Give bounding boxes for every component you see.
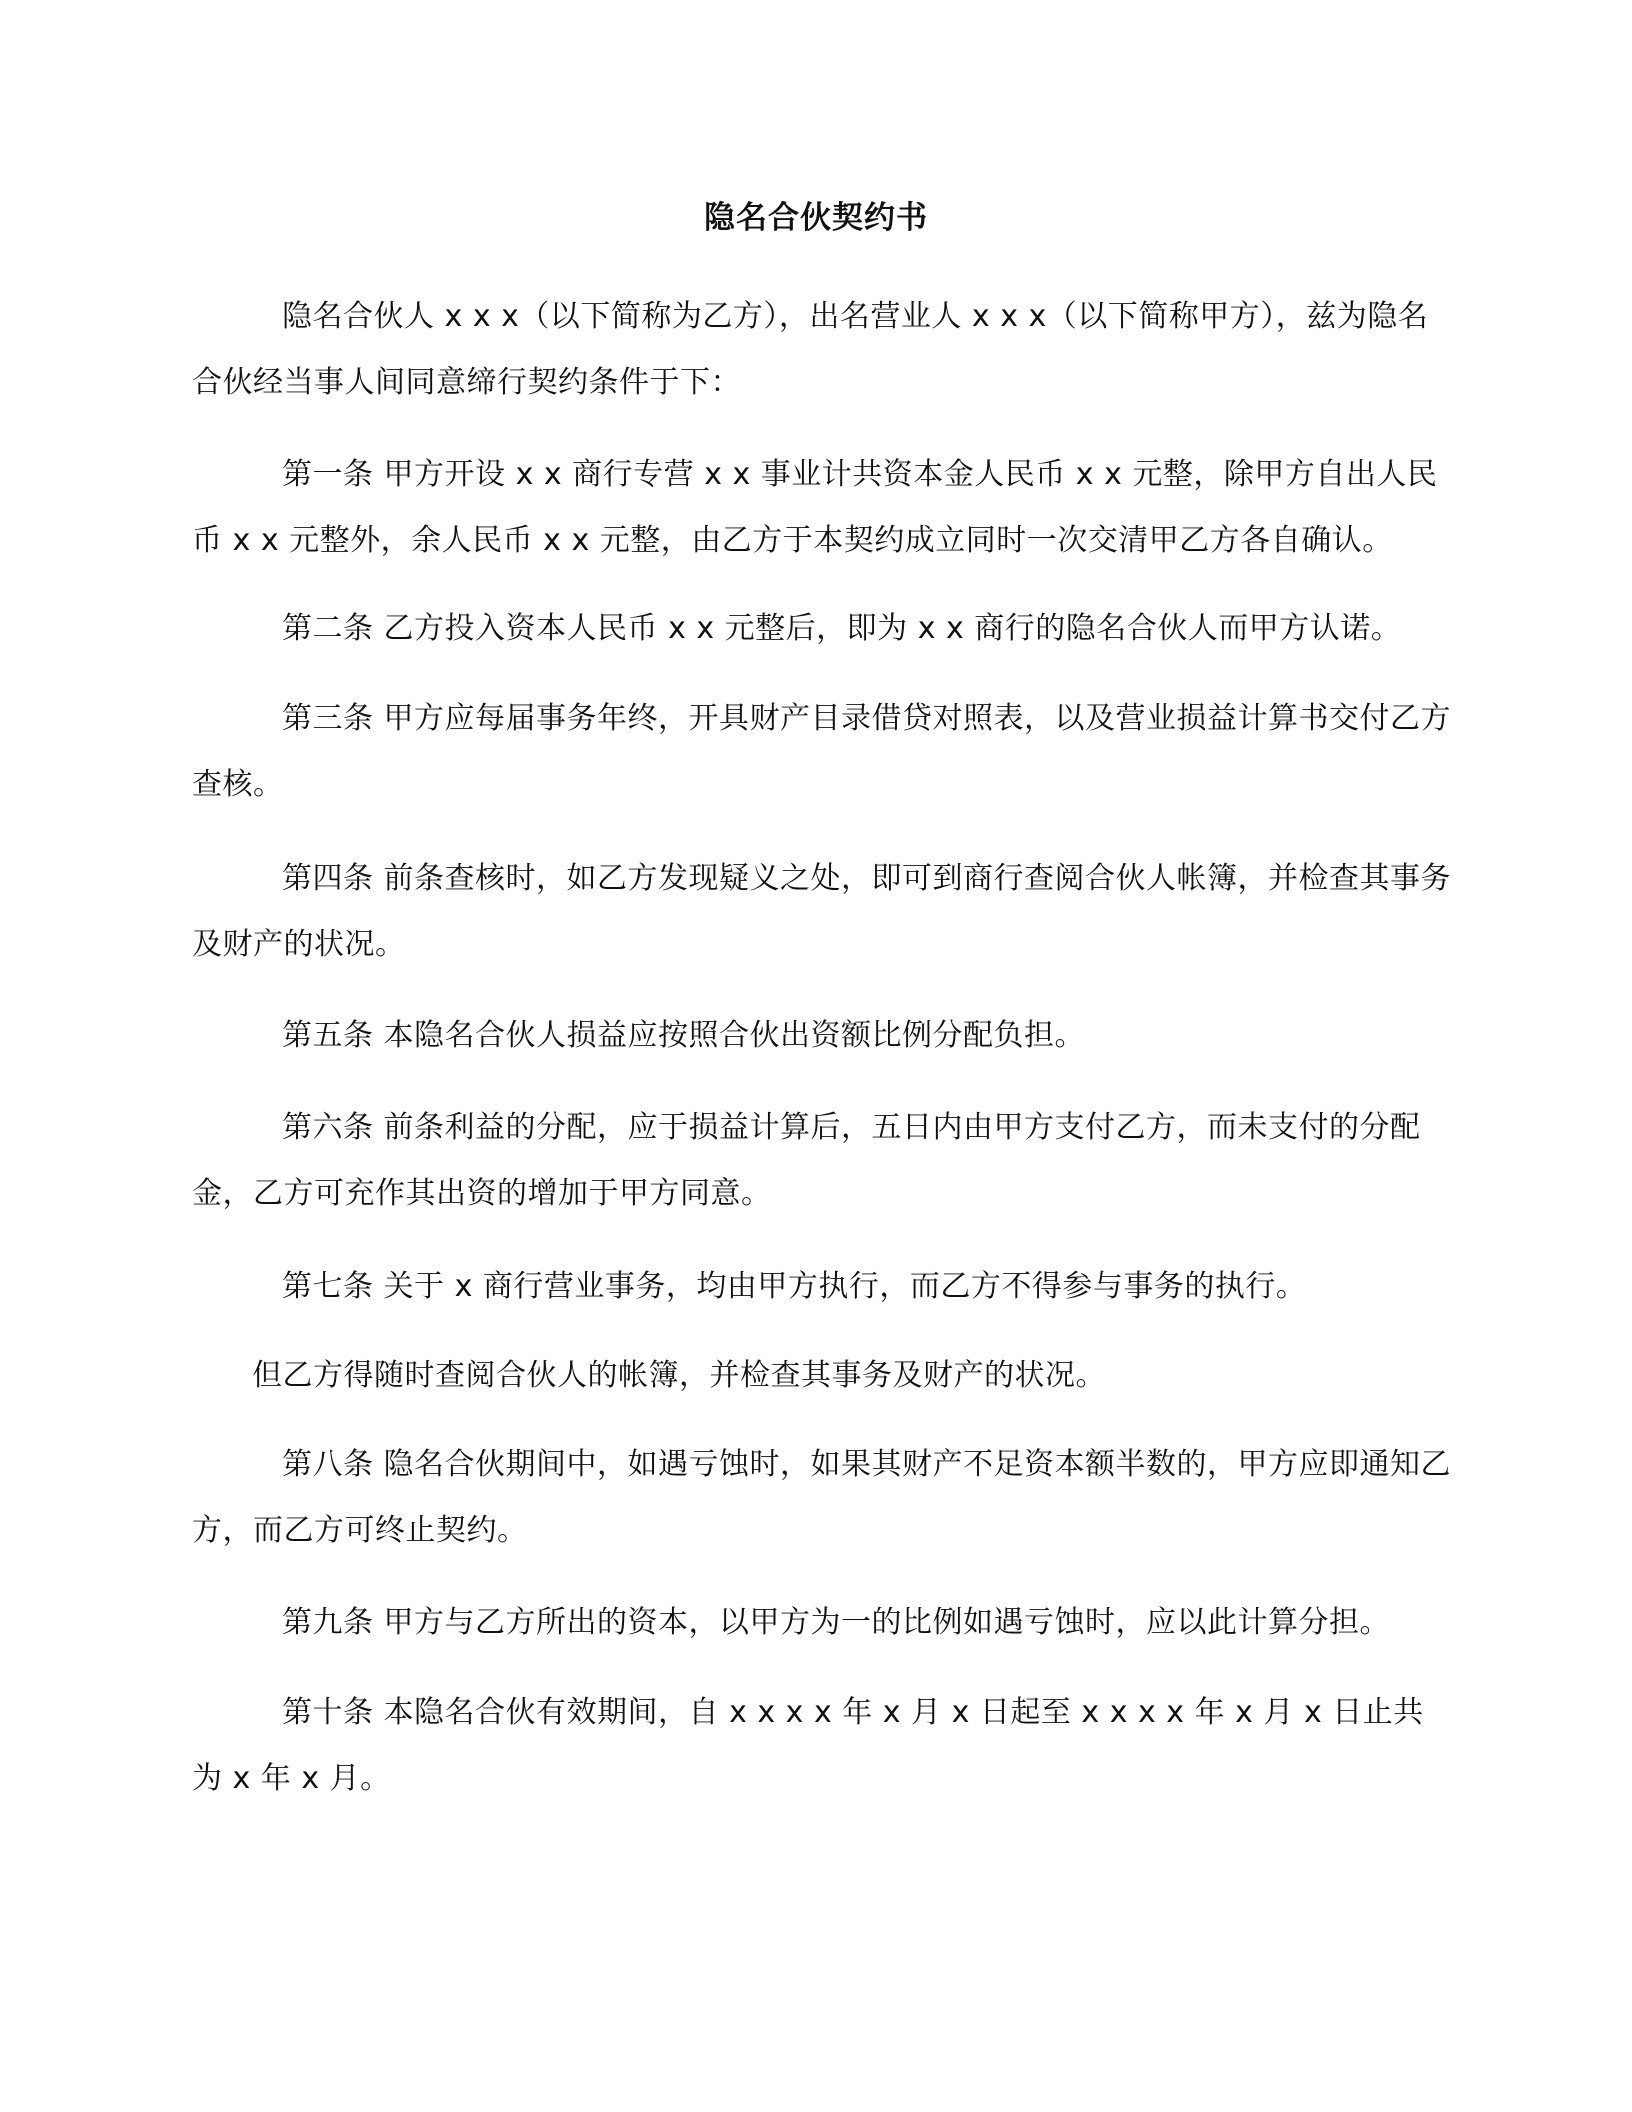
paragraph-article-2: 第二条 乙方投入资本人民币 x x 元整后，即为 x x 商行的隐名合伙人而甲方认诺。 xyxy=(282,611,1402,646)
paragraph-article-7-continued: 但乙方得随时查阅合伙人的帐簿，并检查其事务及财产的状况。 xyxy=(252,1358,1106,1393)
paragraph-preamble: 隐名合伙人 x x x（以下简称为乙方），出名营业人 x x x（以下简称甲方），兹为隐名合伙经当事人间同意缔行契约条件于下： xyxy=(192,299,1429,400)
paragraph-article-8: 第八条 隐名合伙期间中，如遇亏蚀时，如果其财产不足资本额半数的，甲方应即通知乙方，而乙方可终止契约。 xyxy=(192,1447,1452,1548)
paragraph-article-7: 第七条 关于 x 商行营业事务，均由甲方执行，而乙方不得参与事务的执行。 xyxy=(282,1269,1307,1304)
paragraph-article-10: 第十条 本隐名合伙有效期间，自 x x x x 年 x 月 x 日起至 x x x x 年 x 月 x 日止共为 x 年 x 月。 xyxy=(192,1695,1424,1796)
paragraph-article-4: 第四条 前条查核时，如乙方发现疑义之处，即可到商行查阅合伙人帐簿，并检查其事务及财产的状况。 xyxy=(192,861,1452,962)
paragraph-article-1: 第一条 甲方开设 x x 商行专营 x x 事业计共资本金人民币 x x 元整，除甲方自出人民币 x x 元整外，余人民币 x x 元整，由乙方于本契约成立同时一次交清甲乙方各自确认。 xyxy=(192,457,1438,558)
paragraph-article-9: 第九条 甲方与乙方所出的资本，以甲方为一的比例如遇亏蚀时，应以此计算分担。 xyxy=(282,1605,1391,1640)
paragraph-article-5: 第五条 本隐名合伙人损益应按照合伙出资额比例分配负担。 xyxy=(282,1018,1086,1053)
paragraph-article-3: 第三条 甲方应每届事务年终，开具财产目录借贷对照表，以及营业损益计算书交付乙方查核。 xyxy=(192,701,1452,802)
document-title: 隐名合伙契约书 xyxy=(704,200,928,236)
paragraph-article-6: 第六条 前条利益的分配，应于损益计算后，五日内由甲方支付乙方，而未支付的分配金，乙方可充作其出资的增加于甲方同意。 xyxy=(192,1110,1421,1211)
